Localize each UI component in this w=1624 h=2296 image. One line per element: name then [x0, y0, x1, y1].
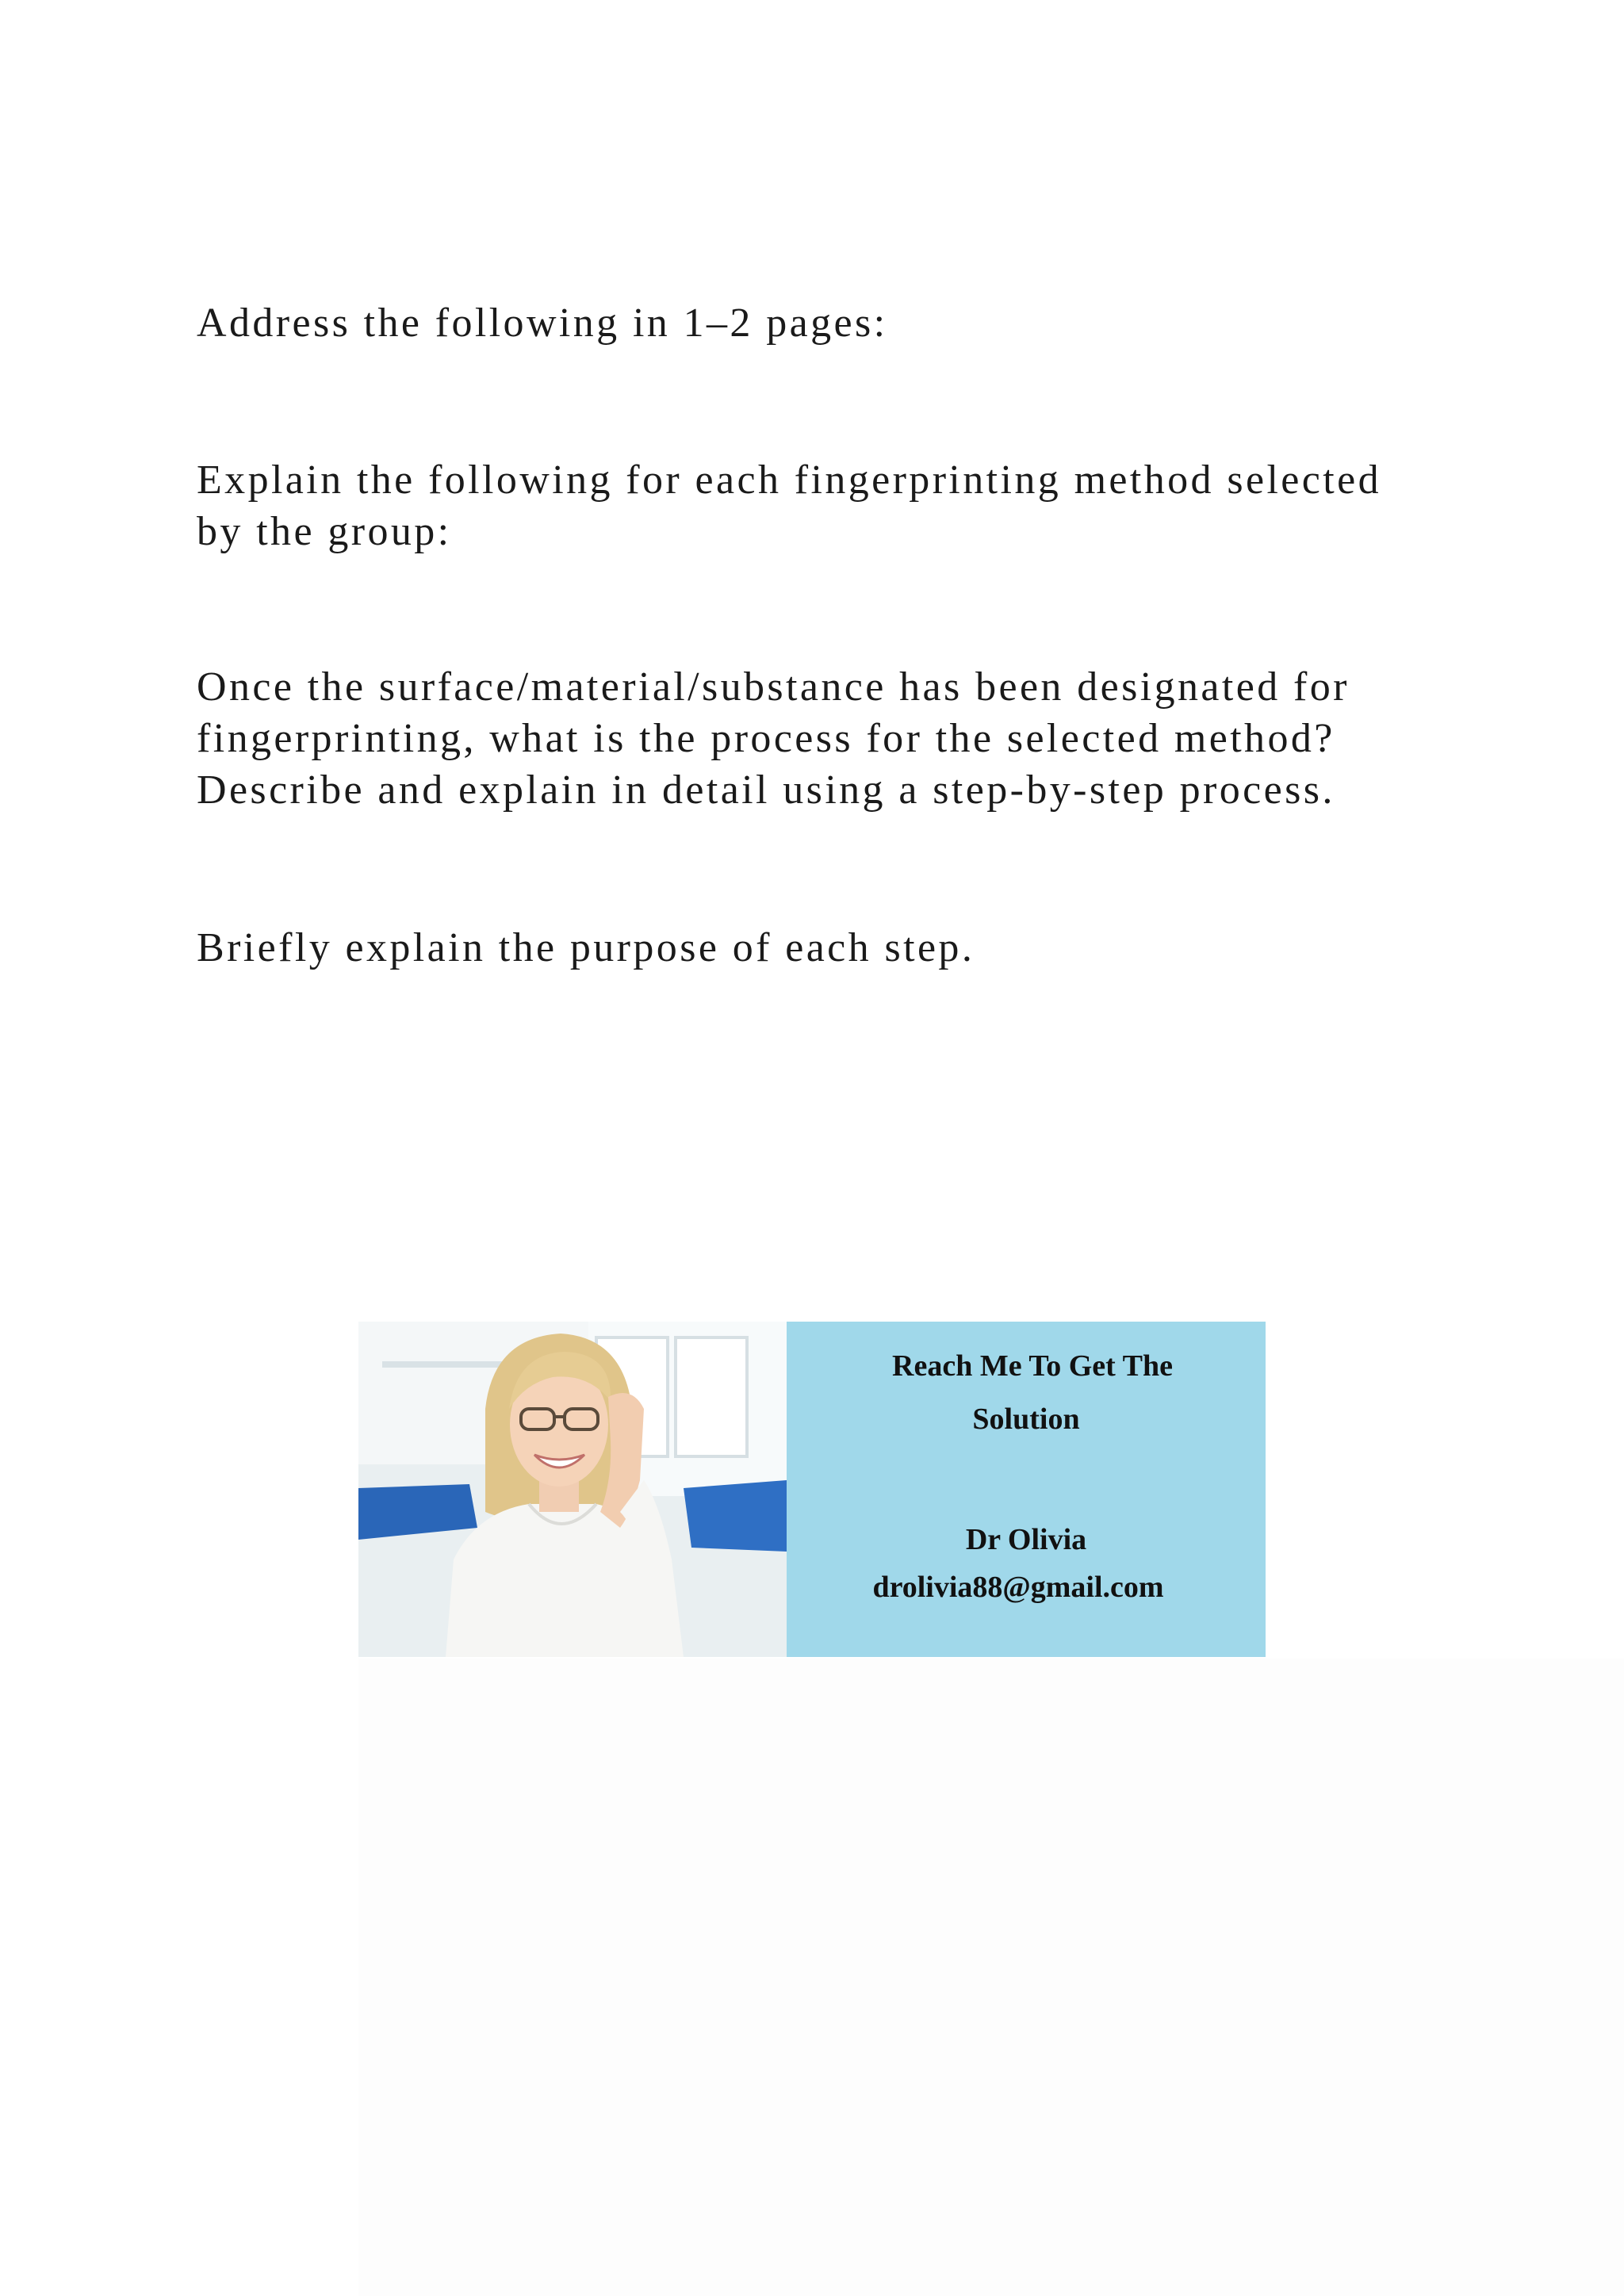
banner-contact-name: Dr Olivia — [965, 1523, 1087, 1556]
blank-panel — [358, 1659, 1624, 2296]
banner-headline: Reach Me To Get The — [892, 1349, 1173, 1383]
banner-contact-text — [787, 1322, 1266, 1657]
paragraph-purpose-step: Briefly explain the purpose of each step. — [197, 925, 975, 970]
paragraph-process-steps: Once the surface/material/substance has been designated for fingerprinting, what is the process for the selected method? Describe and explain in detail using a step-by-step process. — [197, 664, 1350, 813]
woman-photo — [358, 1322, 787, 1657]
contact-banner — [358, 1322, 1266, 1657]
paragraph-instruction-length: Address the following in 1–2 pages: — [197, 300, 888, 346]
paragraph-explain-method: Explain the following for each fingerprinting method selected by the group: — [197, 457, 1381, 554]
banner-subheadline: Solution — [972, 1402, 1080, 1436]
banner-contact-email: drolivia88@gmail.com — [872, 1571, 1164, 1604]
